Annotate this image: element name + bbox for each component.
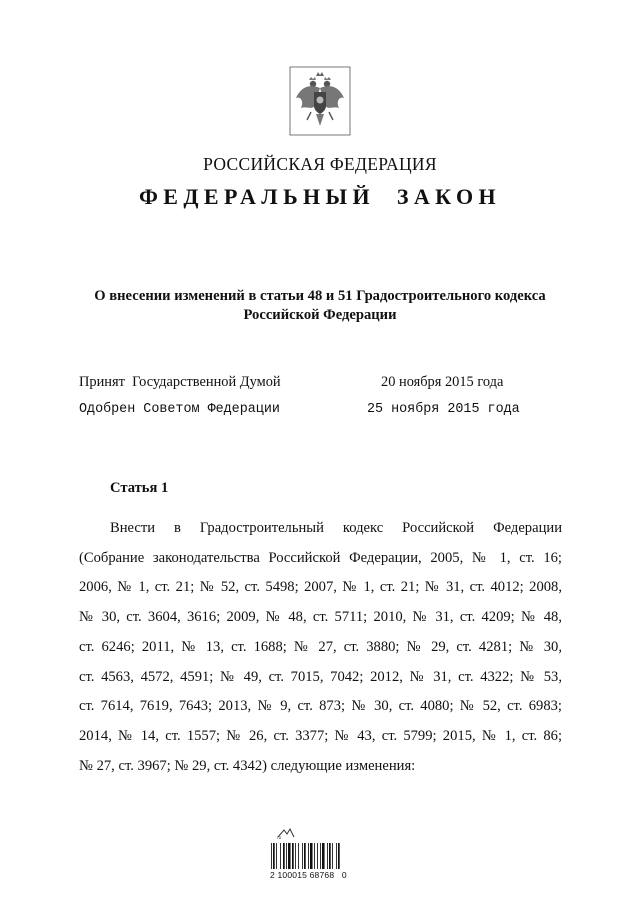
barcode-bar <box>288 843 291 869</box>
barcode-bar <box>317 843 318 869</box>
barcode-bar <box>280 843 281 869</box>
barcode-bar <box>308 843 309 869</box>
barcode-bar <box>336 843 337 869</box>
law-title-line: О внесении изменений в статьи 48 и 51 Градостроительного кодекса <box>94 288 546 304</box>
adoption-label: Принят Государственной Думой <box>79 374 281 390</box>
adoption-date: 20 ноября 2015 года <box>381 374 504 390</box>
body-line: ст. 6246; 2011, № 13, ст. 1688; № 27, ст. 3880; № 29, ст. 4281; № 30, <box>79 638 562 655</box>
body-line: № 27, ст. 3967; № 29, ст. 4342) следующие изменения: <box>79 757 416 774</box>
barcode-bar <box>304 843 306 869</box>
barcode-bar <box>327 843 328 869</box>
coat-of-arms-icon <box>289 66 351 136</box>
duma-logo-icon <box>276 827 296 839</box>
approval-label: Одобрен Советом Федерации <box>79 402 280 417</box>
barcode-bar <box>292 843 294 869</box>
barcode-bar <box>276 843 277 869</box>
barcode-bar <box>338 843 340 869</box>
approval-date: 25 ноября 2015 года <box>367 402 520 417</box>
body-line: 2006, № 1, ст. 21; № 52, ст. 5498; 2007, № 1, ст. 21; № 31, ст. 4012; 2008, <box>79 579 562 596</box>
article-heading: Статья 1 <box>110 480 169 496</box>
barcode-bar <box>329 843 331 869</box>
barcode-bar <box>283 843 285 869</box>
law-title-line: Российской Федерации <box>243 307 397 323</box>
body-line: Внести в Градостроительный кодекс Российской Федерации <box>110 520 562 536</box>
body-line: № 30, ст. 3604, 3616; 2009, № 48, ст. 5711; 2010, № 31, ст. 4209; № 48, <box>79 609 562 626</box>
article-body <box>79 514 562 781</box>
law-title <box>0 287 640 325</box>
barcode-number: 2 100015 68768 0 <box>270 870 347 880</box>
country-name: РОССИЙСКАЯ ФЕДЕРАЦИЯ <box>203 154 437 174</box>
barcode-bar <box>295 843 296 869</box>
barcode-bar <box>298 843 299 869</box>
body-line: ст. 4563, 4572, 4591; № 49, ст. 7015, 7042; 2012, № 31, ст. 4322; № 53, <box>79 668 562 685</box>
barcode-bars <box>270 843 360 869</box>
body-line: (Собрание законодательства Российской Федерации, 2005, № 1, ст. 16; <box>79 549 562 566</box>
barcode-bar <box>322 843 325 869</box>
barcode-bar <box>302 843 303 869</box>
barcode-bar <box>273 843 275 869</box>
body-line: 2014, № 14, ст. 1557; № 26, ст. 3377; № 43, ст. 5799; 2015, № 1, ст. 86; <box>79 727 562 744</box>
barcode-bar <box>332 843 333 869</box>
barcode <box>270 827 360 882</box>
svg-text:ГД: ГД <box>277 836 282 839</box>
barcode-bar <box>310 843 313 869</box>
barcode-bar <box>286 843 287 869</box>
barcode-bar <box>314 843 315 869</box>
body-line: ст. 7614, 7619, 7643; 2013, № 9, ст. 873; № 30, ст. 4080; № 52, ст. 6983; <box>79 698 562 715</box>
barcode-bar <box>271 843 272 869</box>
barcode-bar <box>320 843 321 869</box>
document-type: ФЕДЕРАЛЬНЫЙ ЗАКОН <box>139 184 501 209</box>
